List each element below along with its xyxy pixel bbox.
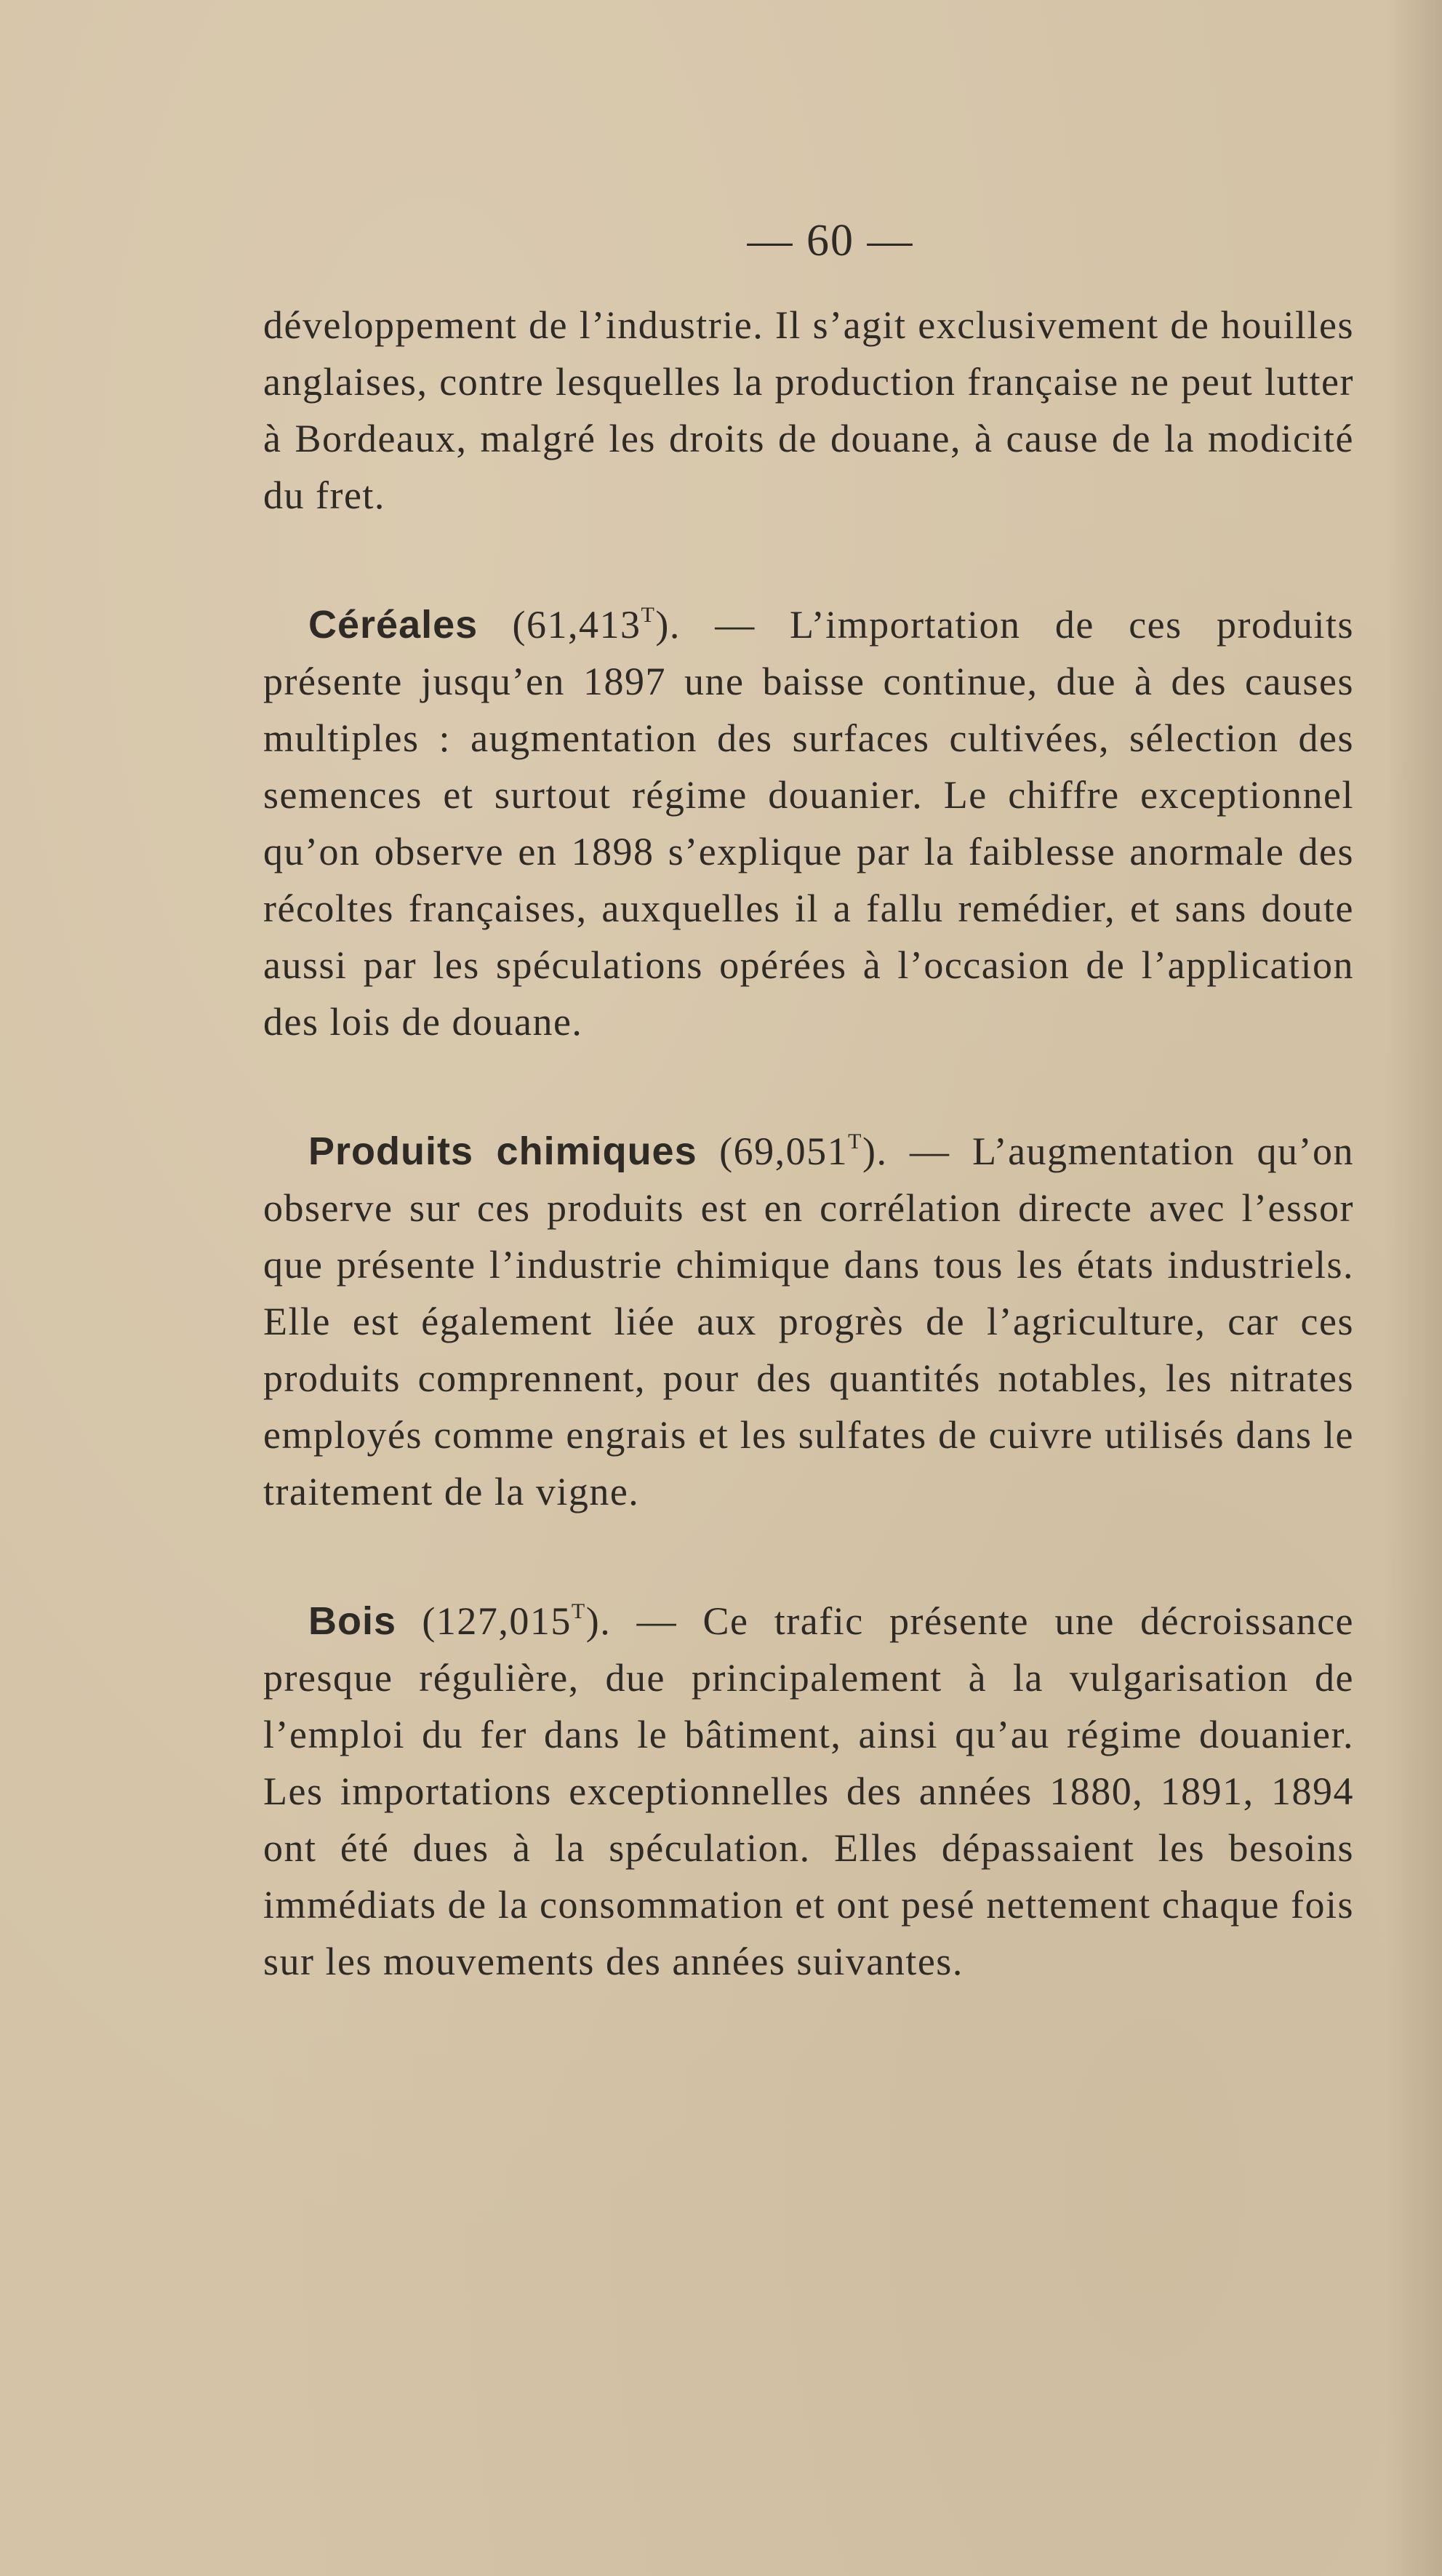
section-cereales [263, 596, 1354, 1050]
figure-value: (69,051 [719, 1129, 849, 1173]
intro-paragraph: développement de l’industrie. Il s’agit exclusivement de houilles anglaises, contre lesquelles la production française ne peut lutter à Bordeaux, malgré les droits de douane, à cause de la modicité du fret. [263, 303, 1354, 517]
section-text: — L’importation de ces produits présente jusqu’en 1897 une baisse continue, due à des causes multiples : augmentation des surfaces cultivées, sélection des semences et surtout régime douanier. Le chiffre exceptionnel qu’on observe en 1898 s’explique par la faiblesse anormale des récoltes françaises, auxquelles il a fallu remédier, et sans doute aussi par les spéculations opérées à l’occasion de l’application des lois de douane. [263, 603, 1355, 1044]
document-page [263, 218, 1354, 2063]
figure-unit: T [641, 603, 656, 627]
section-heading: Céréales [308, 603, 478, 647]
section-figure [422, 1599, 611, 1643]
section-text: — L’augmentation qu’on observe sur ces produits est en corrélation directe avec l’essor que présente l’industrie chimique dans tous les états industriels. Elle est également liée aux progrès de l’agriculture, car ces produits comprennent, pour des quantités notables, les nitrates employés comme engrais et les sulfates de cuivre utilisés dans le traitement de la vigne. [263, 1129, 1354, 1513]
page-number: — 60 — [747, 216, 914, 265]
section-produits-chimiques [263, 1123, 1354, 1520]
figure-close: ). [585, 1599, 612, 1643]
section-text: — Ce trafic présente une décroissance presque régulière, due principalement à la vulgarisation de l’emploi du fer dans le bâtiment, ainsi qu’au régime douanier. Les importations exceptionnelles des années 1880, 1891, 1894 ont été dues à la spéculation. Elles dépassaient les besoins immédiats de la consommation et ont pesé nettement chaque fois sur les mouvements des années suivantes. [263, 1599, 1355, 1983]
section-figure [719, 1129, 887, 1173]
figure-unit: T [848, 1129, 862, 1153]
figure-close: ). [655, 603, 681, 647]
section-heading: Bois [308, 1599, 397, 1643]
section-figure [513, 603, 681, 647]
section-bois [263, 1593, 1354, 1990]
figure-value: (127,015 [422, 1599, 572, 1643]
section-heading: Produits chimiques [308, 1129, 697, 1173]
figure-close: ). [862, 1129, 888, 1173]
figure-unit: T [571, 1599, 586, 1623]
figure-value: (61,413 [512, 603, 641, 647]
